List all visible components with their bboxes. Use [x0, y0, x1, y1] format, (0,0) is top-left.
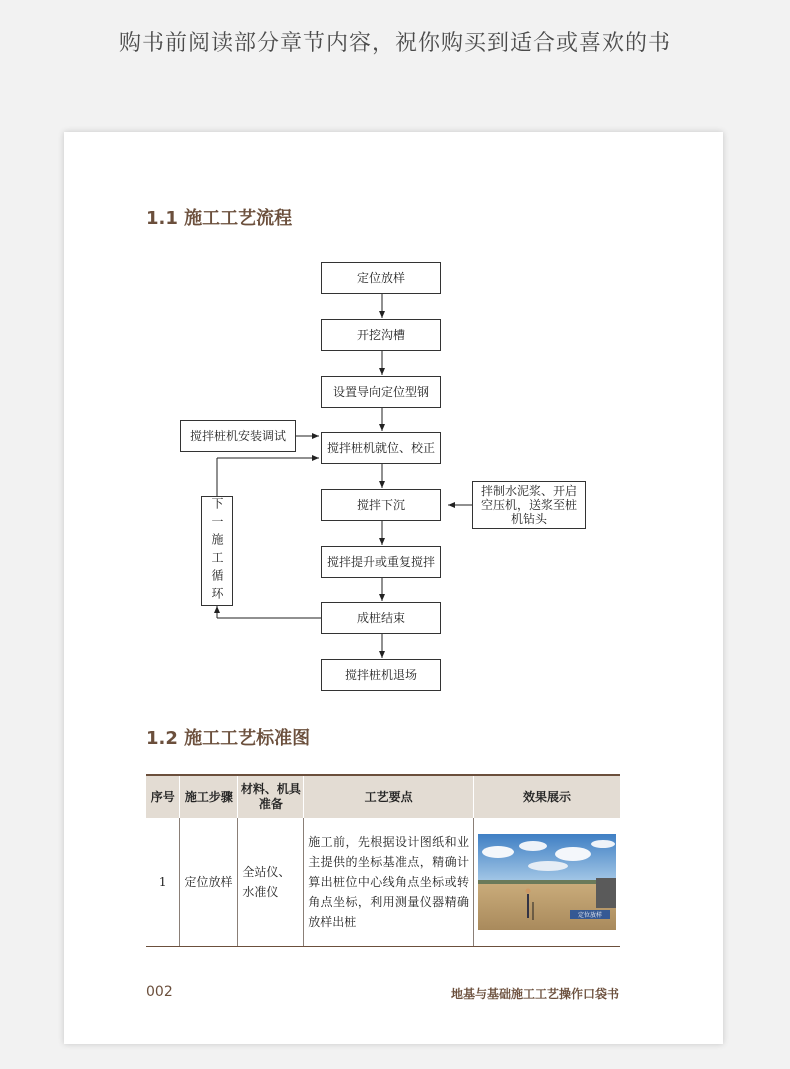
- header-materials: 材料、机具准备: [238, 775, 304, 818]
- flow-step-5: 搅拌下沉: [321, 489, 441, 521]
- site-illustration: [478, 834, 616, 930]
- flow-step-7: 成桩结束: [321, 602, 441, 634]
- section-title-process: 1.1 施工工艺流程: [146, 208, 293, 229]
- flowchart: [64, 132, 723, 732]
- cell-photo: [473, 818, 620, 947]
- flow-step-4: 搅拌桩机就位、校正: [321, 432, 441, 464]
- photo-caption: 定位放样: [577, 912, 602, 919]
- flow-step-6: 搅拌提升或重复搅拌: [321, 546, 441, 578]
- banner-text: 购书前阅读部分章节内容，祝你购买到适合或喜欢的书: [118, 31, 671, 56]
- book-page: [64, 132, 723, 1044]
- cell-no: 1: [146, 818, 180, 947]
- table-header-row: [146, 775, 620, 818]
- page-number: 002: [146, 984, 173, 1000]
- flow-step-1: 定位放样: [321, 262, 441, 294]
- flow-side-setup: 搅拌桩机安装调试: [180, 420, 296, 452]
- cell-step: 定位放样: [180, 818, 238, 947]
- table-row: [146, 818, 620, 947]
- flow-loop-box: [201, 496, 233, 606]
- flow-step-3: 设置导向定位型钢: [321, 376, 441, 408]
- book-title: 地基与基础施工工艺操作口袋书: [450, 987, 619, 1001]
- flow-step-2: 开挖沟槽: [321, 319, 441, 351]
- flow-step-8: 搅拌桩机退场: [321, 659, 441, 691]
- header-effect: 效果展示: [473, 775, 620, 818]
- standard-table: [146, 774, 620, 947]
- cell-materials: 全站仪、水准仪: [238, 818, 304, 947]
- header-points: 工艺要点: [304, 775, 474, 818]
- cell-points: 施工前，先根据设计图纸和业主提供的坐标基准点，精确计算出桩位中心线角点坐标或转角点坐标，利用测量仪器精确放样出桩: [304, 818, 474, 947]
- header-no: 序号: [146, 775, 180, 818]
- header-step: 施工步骤: [180, 775, 238, 818]
- construction-site-photo: [478, 834, 616, 930]
- section-title-standard: 1.2 施工工艺标准图: [146, 728, 311, 749]
- flow-side-slurry: 拌制水泥浆、开启空压机，送浆至桩机钻头: [472, 481, 586, 529]
- flow-loop-label: 下一施工循环: [210, 497, 224, 605]
